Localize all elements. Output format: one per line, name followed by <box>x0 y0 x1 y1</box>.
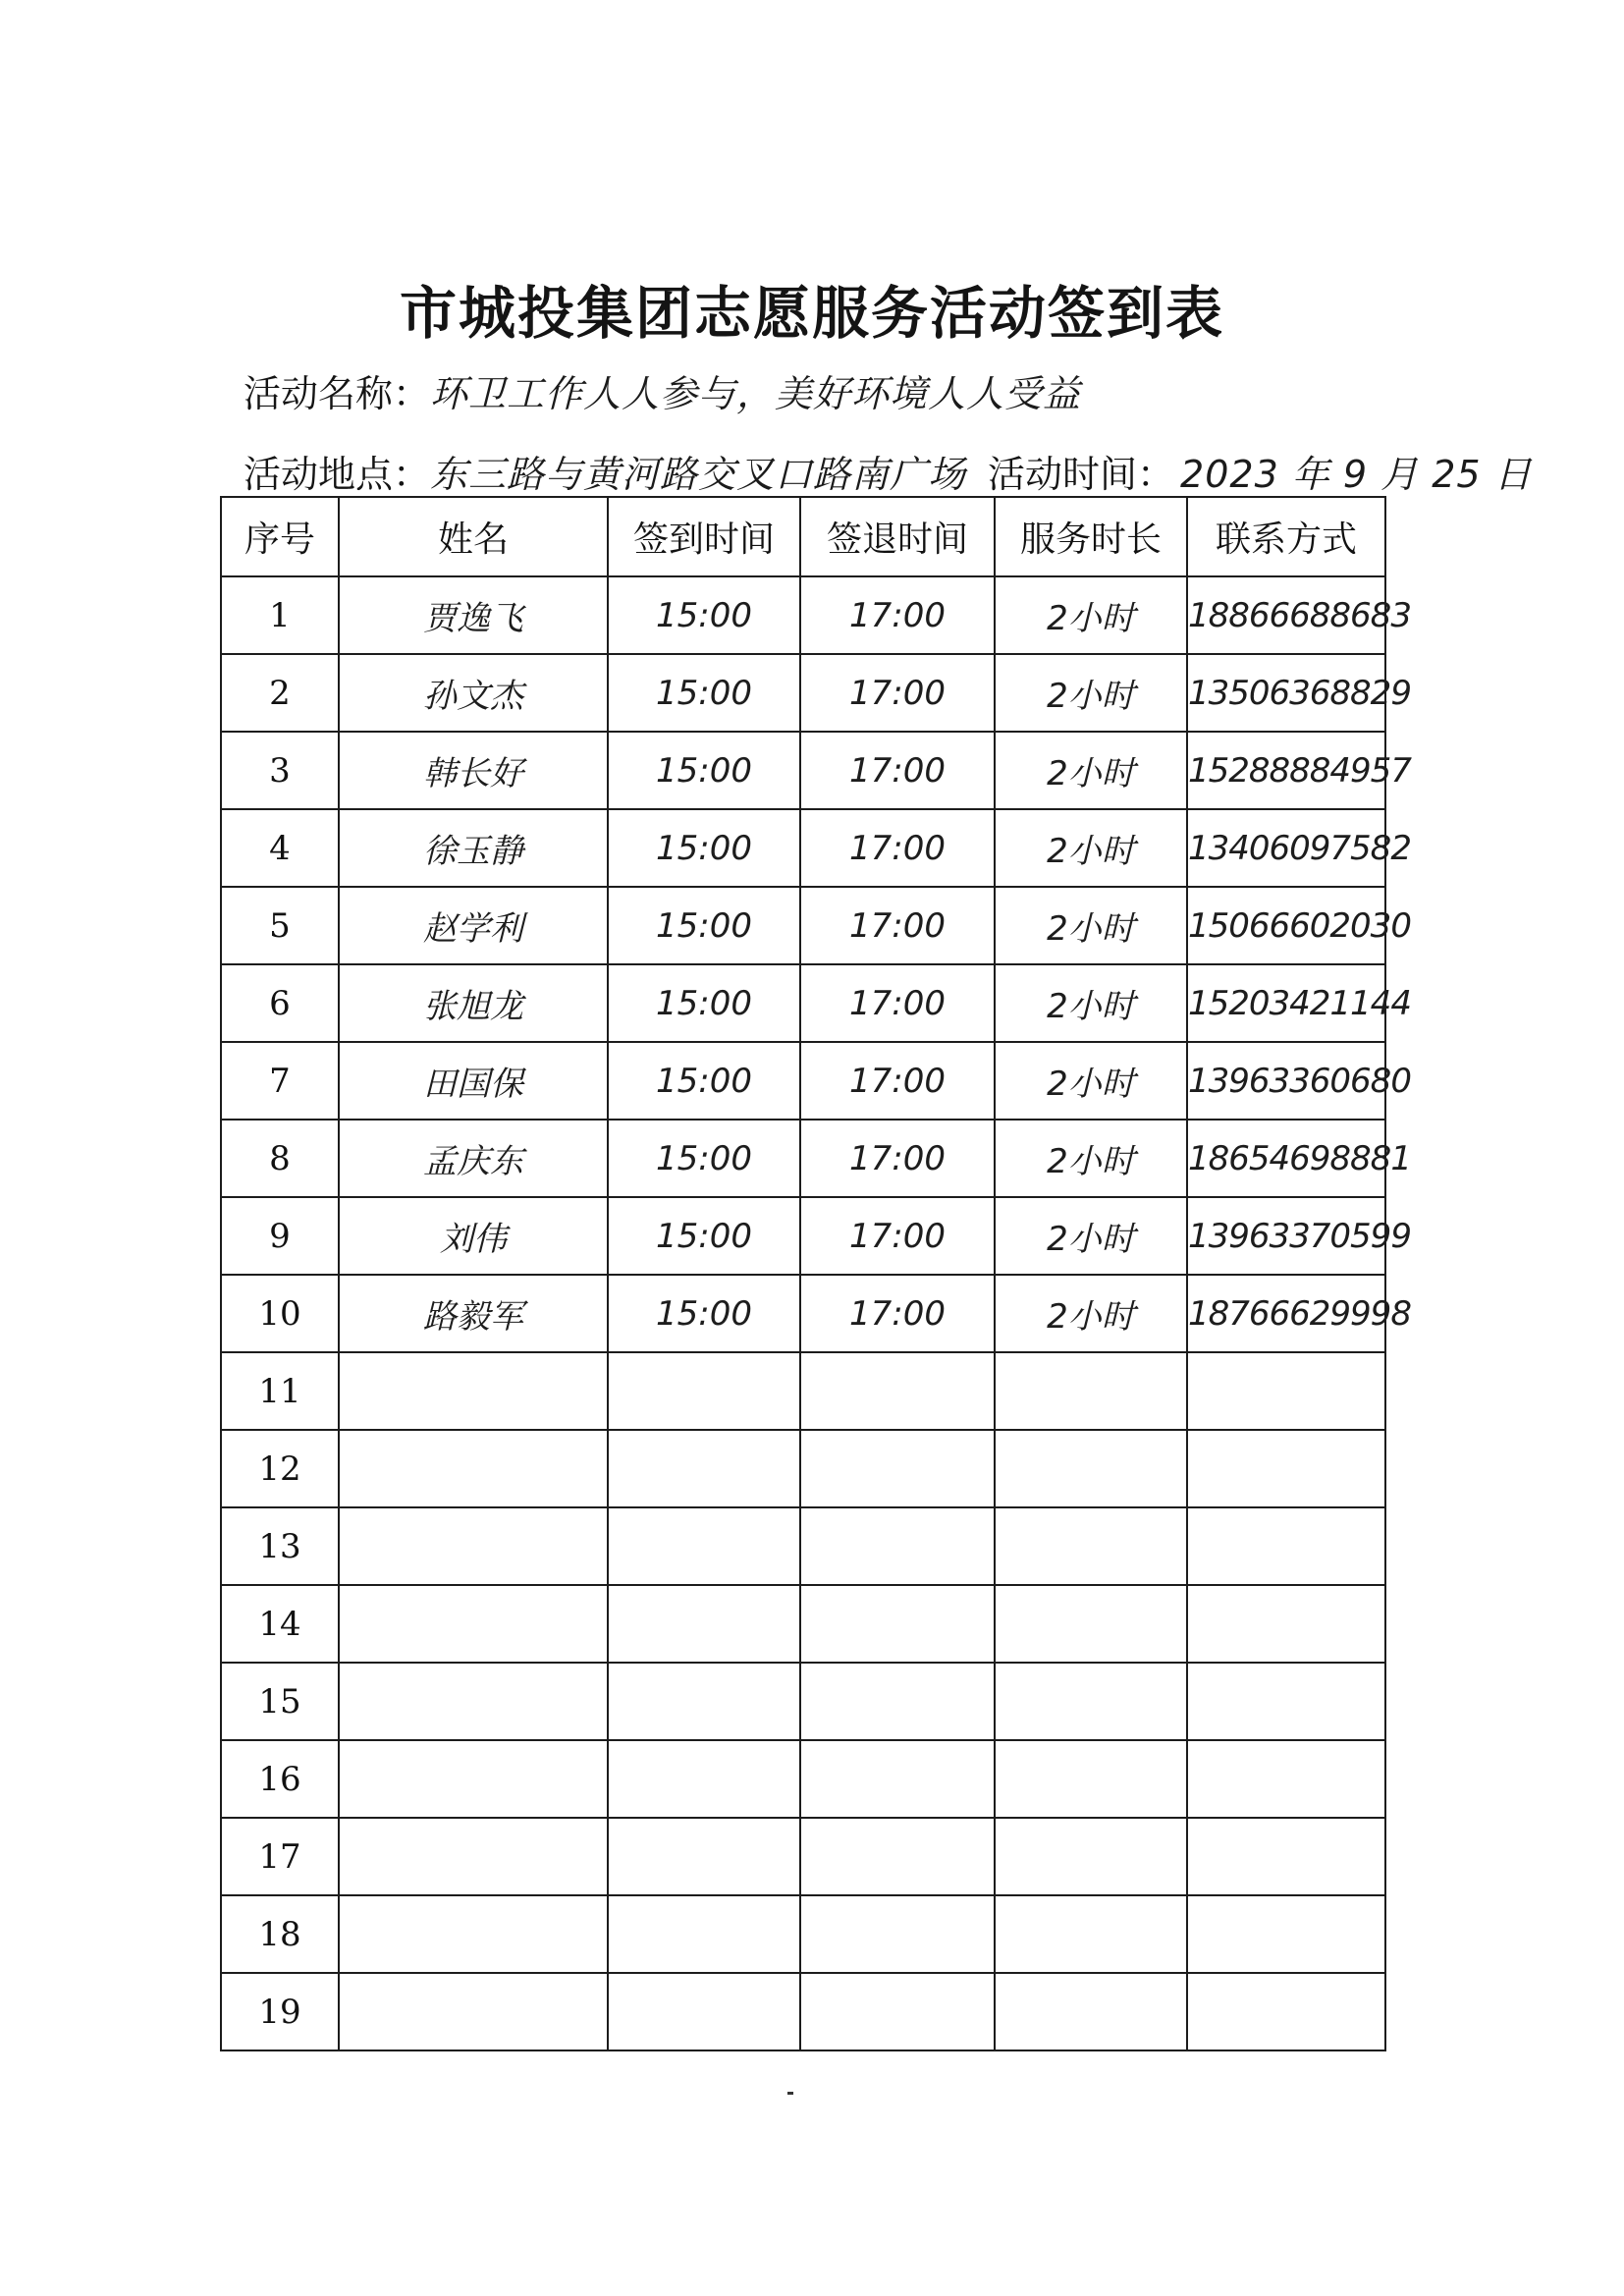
cell-sign-in-time: 15:00 <box>608 1120 800 1197</box>
table-row <box>221 1430 1385 1507</box>
table-row <box>221 1197 1385 1275</box>
cell-no: 7 <box>221 1042 339 1120</box>
cell-name: 韩长好 <box>339 732 608 809</box>
table-row <box>221 964 1385 1042</box>
table-row <box>221 1120 1385 1197</box>
cell-service-duration <box>995 1663 1187 1740</box>
cell-contact: 13963360680 <box>1187 1042 1385 1120</box>
cell-no: 17 <box>221 1818 339 1895</box>
cell-no: 18 <box>221 1895 339 1973</box>
cell-name: 贾逸飞 <box>339 576 608 654</box>
table-row <box>221 809 1385 887</box>
cell-name <box>339 1973 608 2050</box>
cell-sign-in-time: 15:00 <box>608 732 800 809</box>
cell-sign-out-time <box>800 1973 995 2050</box>
cell-service-duration <box>995 1818 1187 1895</box>
cell-sign-in-time: 15:00 <box>608 576 800 654</box>
cell-sign-out-time: 17:00 <box>800 1042 995 1120</box>
cell-no: 10 <box>221 1275 339 1352</box>
cell-no: 11 <box>221 1352 339 1430</box>
cell-name: 徐玉静 <box>339 809 608 887</box>
cell-sign-in-time: 15:00 <box>608 1197 800 1275</box>
table-row <box>221 732 1385 809</box>
table-row <box>221 1973 1385 2050</box>
cell-name <box>339 1818 608 1895</box>
cell-name: 孙文杰 <box>339 654 608 732</box>
cell-contact <box>1187 1507 1385 1585</box>
table-row <box>221 1895 1385 1973</box>
table-row <box>221 1352 1385 1430</box>
cell-sign-in-time <box>608 1507 800 1585</box>
cell-no: 4 <box>221 809 339 887</box>
cell-contact: 15288884957 <box>1187 732 1385 809</box>
cell-name <box>339 1507 608 1585</box>
cell-service-duration: 2小时 <box>995 809 1187 887</box>
cell-contact <box>1187 1740 1385 1818</box>
page-title: 市城投集团志愿服务活动签到表 <box>399 280 1224 347</box>
cell-sign-out-time <box>800 1663 995 1740</box>
cell-service-duration: 2小时 <box>995 576 1187 654</box>
cell-sign-out-time <box>800 1818 995 1895</box>
cell-service-duration <box>995 1585 1187 1663</box>
table-row <box>221 1507 1385 1585</box>
cell-contact <box>1187 1895 1385 1973</box>
cell-no: 3 <box>221 732 339 809</box>
cell-service-duration <box>995 1740 1187 1818</box>
table-row <box>221 887 1385 964</box>
header-no: 序号 <box>221 497 339 576</box>
header-service-duration: 服务时长 <box>995 497 1187 576</box>
cell-contact <box>1187 1663 1385 1740</box>
activity-place-label: 活动地点： <box>244 453 431 496</box>
cell-contact <box>1187 1818 1385 1895</box>
cell-contact: 18766629998 <box>1187 1275 1385 1352</box>
table-row <box>221 1042 1385 1120</box>
cell-contact: 15066602030 <box>1187 887 1385 964</box>
cell-contact: 18866688683 <box>1187 576 1385 654</box>
header-sign-out-time: 签退时间 <box>800 497 995 576</box>
cell-sign-out-time <box>800 1430 995 1507</box>
cell-contact: 13406097582 <box>1187 809 1385 887</box>
header-name: 姓名 <box>339 497 608 576</box>
cell-sign-out-time: 17:00 <box>800 1275 995 1352</box>
cell-name <box>339 1663 608 1740</box>
table-body <box>221 576 1411 2050</box>
cell-service-duration: 2小时 <box>995 1197 1187 1275</box>
cell-service-duration <box>995 1507 1187 1585</box>
cell-sign-out-time: 17:00 <box>800 576 995 654</box>
cell-sign-in-time <box>608 1585 800 1663</box>
cell-name <box>339 1740 608 1818</box>
cell-service-duration: 2小时 <box>995 732 1187 809</box>
header-contact: 联系方式 <box>1187 497 1385 576</box>
cell-no: 14 <box>221 1585 339 1663</box>
activity-name-value: 环卫工作人人参与，美好环境人人受益 <box>430 372 1082 415</box>
cell-sign-out-time: 17:00 <box>800 1120 995 1197</box>
cell-service-duration <box>995 1973 1187 2050</box>
cell-sign-in-time: 15:00 <box>608 887 800 964</box>
cell-no: 6 <box>221 964 339 1042</box>
cell-sign-in-time: 15:00 <box>608 1042 800 1120</box>
cell-service-duration: 2小时 <box>995 1275 1187 1352</box>
cell-sign-in-time <box>608 1663 800 1740</box>
cell-sign-out-time: 17:00 <box>800 887 995 964</box>
cell-sign-out-time: 17:00 <box>800 654 995 732</box>
cell-sign-out-time <box>800 1895 995 1973</box>
cell-service-duration: 2小时 <box>995 1120 1187 1197</box>
cell-sign-out-time: 17:00 <box>800 732 995 809</box>
cell-service-duration <box>995 1895 1187 1973</box>
cell-sign-out-time: 17:00 <box>800 809 995 887</box>
cell-contact: 15203421144 <box>1187 964 1385 1042</box>
cell-service-duration: 2小时 <box>995 964 1187 1042</box>
cell-name: 田国保 <box>339 1042 608 1120</box>
cell-name: 赵学利 <box>339 887 608 964</box>
cell-sign-in-time <box>608 1973 800 2050</box>
cell-sign-in-time <box>608 1895 800 1973</box>
activity-name-line <box>244 363 1081 417</box>
cell-sign-in-time <box>608 1818 800 1895</box>
cell-sign-out-time <box>800 1585 995 1663</box>
table-row <box>221 1585 1385 1663</box>
activity-place-line <box>244 444 1533 498</box>
table-header-row <box>221 497 1385 576</box>
cell-name: 张旭龙 <box>339 964 608 1042</box>
activity-place-value: 东三路与黄河路交叉口路南广场 <box>430 453 967 496</box>
cell-sign-in-time: 15:00 <box>608 964 800 1042</box>
activity-time-label: 活动时间： <box>988 453 1175 496</box>
cell-service-duration <box>995 1430 1187 1507</box>
cell-no: 1 <box>221 576 339 654</box>
cell-no: 16 <box>221 1740 339 1818</box>
cell-no: 19 <box>221 1973 339 2050</box>
cell-sign-out-time: 17:00 <box>800 1197 995 1275</box>
cell-sign-in-time: 15:00 <box>608 1275 800 1352</box>
table-row <box>221 1818 1385 1895</box>
activity-name-label: 活动名称： <box>244 372 431 415</box>
cell-name <box>339 1430 608 1507</box>
cell-service-duration <box>995 1352 1187 1430</box>
cell-name <box>339 1352 608 1430</box>
cell-contact <box>1187 1352 1385 1430</box>
activity-time-value: 2023 年 9 月 25 日 <box>1180 453 1533 496</box>
cell-no: 2 <box>221 654 339 732</box>
cell-contact: 13506368829 <box>1187 654 1385 732</box>
cell-contact <box>1187 1973 1385 2050</box>
sign-in-table <box>220 496 1411 2051</box>
cell-contact <box>1187 1585 1385 1663</box>
table-row <box>221 576 1385 654</box>
cell-sign-out-time <box>800 1740 995 1818</box>
cell-service-duration: 2小时 <box>995 887 1187 964</box>
cell-service-duration: 2小时 <box>995 654 1187 732</box>
cell-no: 15 <box>221 1663 339 1740</box>
cell-sign-in-time <box>608 1740 800 1818</box>
cell-name: 路毅军 <box>339 1275 608 1352</box>
cell-name: 刘伟 <box>339 1197 608 1275</box>
cell-no: 8 <box>221 1120 339 1197</box>
cell-no: 12 <box>221 1430 339 1507</box>
table-row <box>221 654 1385 732</box>
cell-contact: 13963370599 <box>1187 1197 1385 1275</box>
cell-sign-out-time <box>800 1507 995 1585</box>
cell-sign-out-time <box>800 1352 995 1430</box>
header-sign-in-time: 签到时间 <box>608 497 800 576</box>
table-row <box>221 1740 1385 1818</box>
cell-no: 9 <box>221 1197 339 1275</box>
cell-sign-in-time <box>608 1352 800 1430</box>
cell-contact: 18654698881 <box>1187 1120 1385 1197</box>
cell-name: 孟庆东 <box>339 1120 608 1197</box>
cell-no: 13 <box>221 1507 339 1585</box>
cell-service-duration: 2小时 <box>995 1042 1187 1120</box>
cell-sign-in-time: 15:00 <box>608 654 800 732</box>
cell-name <box>339 1585 608 1663</box>
cell-sign-out-time: 17:00 <box>800 964 995 1042</box>
table-row <box>221 1275 1385 1352</box>
cell-no: 5 <box>221 887 339 964</box>
cell-sign-in-time <box>608 1430 800 1507</box>
cell-sign-in-time: 15:00 <box>608 809 800 887</box>
scan-dot <box>787 2092 793 2095</box>
cell-contact <box>1187 1430 1385 1507</box>
table-row <box>221 1663 1385 1740</box>
cell-name <box>339 1895 608 1973</box>
